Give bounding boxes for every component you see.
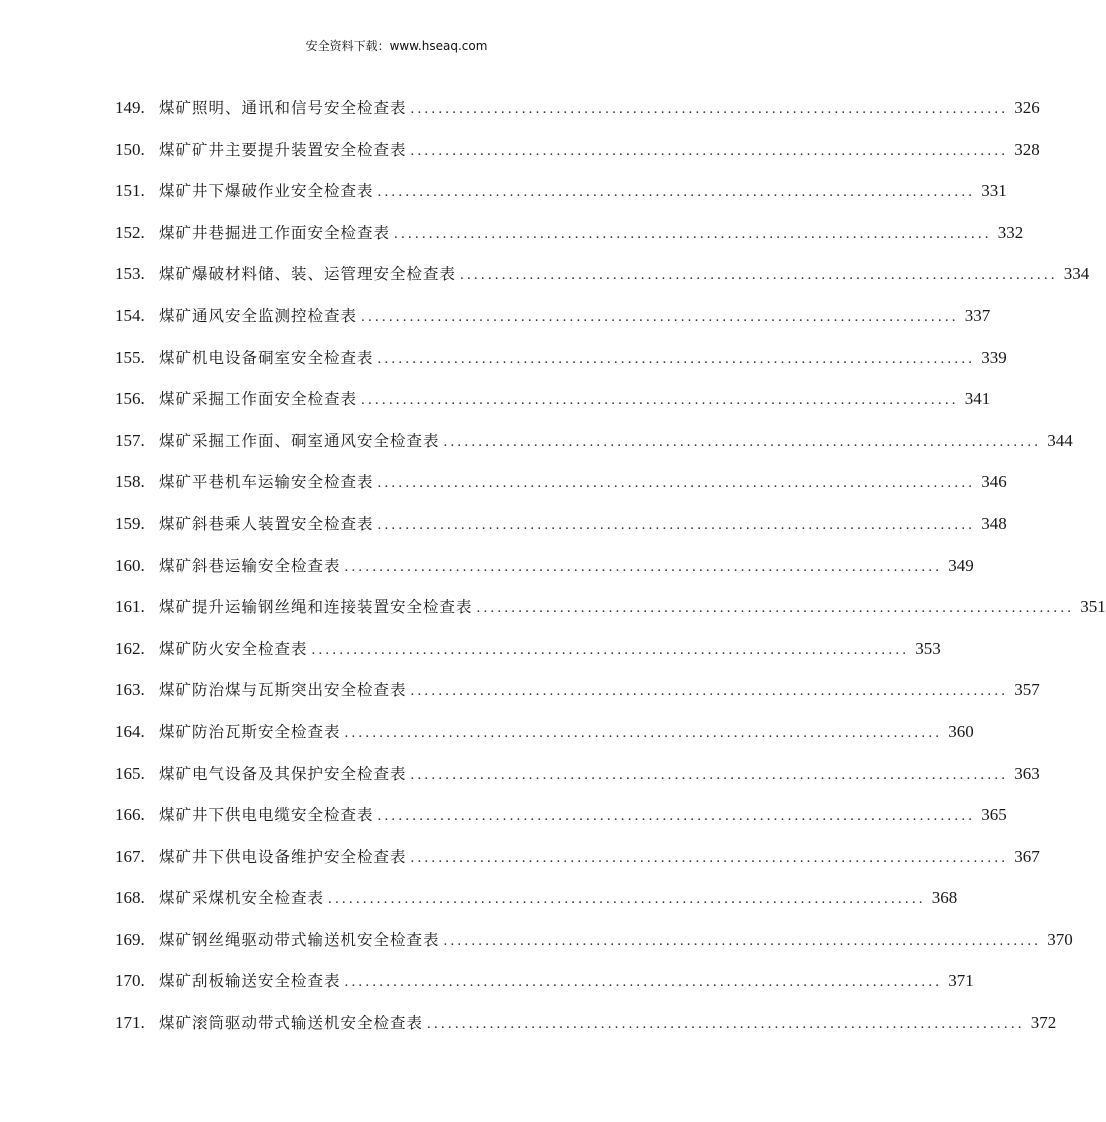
toc-entry-number: 171. bbox=[115, 1013, 145, 1033]
toc-entry[interactable] bbox=[115, 132, 1040, 174]
toc-entry-page: 349 bbox=[948, 555, 974, 575]
toc-entry-title: 煤矿防治煤与瓦斯突出安全检查表 bbox=[159, 681, 407, 700]
toc-dot-leader: ...................................................................................... bbox=[311, 641, 910, 658]
toc-entry-number: 155. bbox=[115, 347, 145, 367]
toc-dot-leader: ...................................................................................... bbox=[377, 475, 976, 492]
toc-entry[interactable] bbox=[115, 90, 1040, 132]
toc-dot-leader: ...................................................................................... bbox=[394, 225, 992, 242]
toc-dot-leader: ...................................................................................... bbox=[361, 392, 959, 409]
toc-entry[interactable] bbox=[115, 256, 1090, 298]
toc-entry-page: 370 bbox=[1047, 929, 1073, 949]
toc-entry-number: 157. bbox=[115, 430, 145, 450]
toc-entry-number: 150. bbox=[115, 139, 145, 159]
toc-entry-title: 煤矿机电设备硐室安全检查表 bbox=[159, 348, 374, 367]
toc-entry-page: 365 bbox=[981, 805, 1007, 825]
toc-entry-page: 346 bbox=[981, 472, 1007, 492]
toc-entry-number: 160. bbox=[115, 555, 145, 575]
toc-dot-leader: ...................................................................................... bbox=[460, 267, 1058, 284]
table-of-contents bbox=[115, 90, 1106, 1047]
page-header: 安全资料下载：www.hseaq.com bbox=[305, 39, 488, 53]
toc-entry-page: 363 bbox=[1014, 763, 1040, 783]
toc-entry[interactable] bbox=[115, 714, 974, 756]
toc-entry-number: 162. bbox=[115, 638, 145, 658]
toc-entry-title: 煤矿斜巷乘人装置安全检查表 bbox=[159, 514, 374, 533]
toc-entry[interactable] bbox=[115, 589, 1106, 631]
toc-entry-number: 166. bbox=[115, 805, 145, 825]
toc-entry-page: 332 bbox=[997, 222, 1024, 242]
toc-entry-number: 151. bbox=[115, 181, 145, 201]
toc-entry[interactable] bbox=[115, 173, 1007, 215]
toc-entry-title: 煤矿爆破材料储、装、运管理安全检查表 bbox=[159, 265, 457, 284]
toc-entry-title: 煤矿采掘工作面安全检查表 bbox=[159, 390, 358, 409]
toc-entry-number: 149. bbox=[115, 98, 145, 117]
toc-dot-leader: ...................................................................................... bbox=[361, 308, 959, 325]
toc-entry-title: 煤矿采掘工作面、硐室通风安全检查表 bbox=[159, 431, 440, 450]
toc-dot-leader: ...................................................................................... bbox=[377, 808, 976, 825]
toc-dot-leader: ...................................................................................... bbox=[377, 184, 976, 201]
toc-entry[interactable] bbox=[115, 880, 958, 922]
toc-entry-page: 337 bbox=[964, 305, 991, 325]
toc-entry-title: 煤矿防治瓦斯安全检查表 bbox=[159, 722, 341, 741]
toc-entry-page: 331 bbox=[981, 181, 1007, 201]
toc-dot-leader: ...................................................................................... bbox=[443, 433, 1042, 450]
toc-entry[interactable] bbox=[115, 464, 1007, 506]
toc-entry[interactable] bbox=[115, 423, 1073, 465]
toc-entry-title: 煤矿电气设备及其保护安全检查表 bbox=[159, 764, 407, 783]
toc-entry-page: 351 bbox=[1080, 597, 1106, 617]
toc-entry[interactable] bbox=[115, 839, 1040, 881]
toc-entry-page: 360 bbox=[948, 721, 974, 741]
toc-entry-title: 煤矿矿井主要提升装置安全检查表 bbox=[159, 140, 407, 159]
toc-entry-page: 334 bbox=[1063, 264, 1090, 284]
toc-entry[interactable] bbox=[115, 1005, 1057, 1047]
toc-entry-number: 163. bbox=[115, 680, 145, 700]
toc-dot-leader: ...................................................................................... bbox=[328, 891, 926, 908]
toc-entry[interactable] bbox=[115, 215, 1024, 257]
toc-entry-number: 153. bbox=[115, 264, 145, 284]
toc-entry-number: 164. bbox=[115, 721, 145, 741]
toc-dot-leader: ...................................................................................... bbox=[410, 683, 1009, 700]
toc-entry[interactable] bbox=[115, 797, 1007, 839]
toc-entry[interactable] bbox=[115, 381, 991, 423]
toc-entry-page: 341 bbox=[964, 389, 991, 409]
toc-entry-page: 372 bbox=[1030, 1013, 1057, 1033]
toc-dot-leader: ...................................................................................... bbox=[377, 350, 976, 367]
toc-entry-page: 326 bbox=[1014, 98, 1040, 117]
toc-entry-page: 368 bbox=[931, 888, 958, 908]
toc-dot-leader: ...................................................................................... bbox=[344, 558, 943, 575]
toc-entry-number: 154. bbox=[115, 305, 145, 325]
toc-dot-leader: ...................................................................................... bbox=[443, 932, 1042, 949]
toc-entry-number: 159. bbox=[115, 513, 145, 533]
toc-entry-title: 煤矿井巷掘进工作面安全检查表 bbox=[159, 223, 391, 242]
toc-entry-number: 169. bbox=[115, 929, 145, 949]
toc-entry-page: 353 bbox=[915, 638, 941, 658]
toc-entry-number: 165. bbox=[115, 763, 145, 783]
toc-entry-page: 344 bbox=[1047, 430, 1073, 450]
toc-entry-number: 168. bbox=[115, 888, 145, 908]
toc-entry-title: 煤矿采煤机安全检查表 bbox=[159, 889, 325, 908]
toc-entry-title: 煤矿提升运输钢丝绳和连接装置安全检查表 bbox=[159, 598, 473, 617]
toc-dot-leader: ...................................................................................... bbox=[427, 1016, 1025, 1033]
toc-dot-leader: ...................................................................................... bbox=[377, 516, 976, 533]
toc-entry-page: 371 bbox=[948, 971, 974, 991]
toc-entry-title: 煤矿防火安全检查表 bbox=[159, 639, 308, 658]
toc-entry[interactable] bbox=[115, 340, 1007, 382]
toc-entry-number: 156. bbox=[115, 389, 145, 409]
toc-entry-page: 348 bbox=[981, 513, 1007, 533]
toc-entry-number: 158. bbox=[115, 472, 145, 492]
toc-entry[interactable] bbox=[115, 672, 1040, 714]
toc-dot-leader: ...................................................................................... bbox=[344, 974, 943, 991]
toc-entry[interactable] bbox=[115, 963, 974, 1005]
toc-entry[interactable] bbox=[115, 298, 991, 340]
toc-entry-title: 煤矿刮板输送安全检查表 bbox=[159, 972, 341, 991]
toc-entry-title: 煤矿井下爆破作业安全检查表 bbox=[159, 182, 374, 201]
toc-entry-title: 煤矿斜巷运输安全检查表 bbox=[159, 556, 341, 575]
toc-dot-leader: ...................................................................................... bbox=[344, 724, 943, 741]
toc-entry-number: 152. bbox=[115, 222, 145, 242]
toc-entry-page: 339 bbox=[981, 347, 1007, 367]
toc-entry-title: 煤矿照明、通讯和信号安全检查表 bbox=[159, 99, 407, 117]
toc-dot-leader: ...................................................................................... bbox=[410, 766, 1009, 783]
toc-dot-leader: ...................................................................................... bbox=[410, 849, 1009, 866]
toc-entry-number: 170. bbox=[115, 971, 145, 991]
toc-entry[interactable] bbox=[115, 506, 1007, 548]
toc-dot-leader: ...................................................................................... bbox=[410, 101, 1009, 117]
toc-entry[interactable] bbox=[115, 922, 1073, 964]
toc-entry-title: 煤矿平巷机车运输安全检查表 bbox=[159, 473, 374, 492]
toc-entry-page: 367 bbox=[1014, 846, 1040, 866]
toc-dot-leader: ...................................................................................... bbox=[410, 142, 1009, 159]
toc-entry-number: 167. bbox=[115, 846, 145, 866]
toc-entry[interactable] bbox=[115, 548, 974, 590]
toc-entry[interactable] bbox=[115, 631, 941, 673]
toc-entry-page: 328 bbox=[1014, 139, 1040, 159]
toc-entry-page: 357 bbox=[1014, 680, 1040, 700]
toc-entry-title: 煤矿通风安全监测控检查表 bbox=[159, 306, 358, 325]
toc-entry-title: 煤矿井下供电电缆安全检查表 bbox=[159, 806, 374, 825]
toc-entry-title: 煤矿钢丝绳驱动带式输送机安全检查表 bbox=[159, 930, 440, 949]
toc-entry[interactable] bbox=[115, 756, 1040, 798]
toc-entry-title: 煤矿滚筒驱动带式输送机安全检查表 bbox=[159, 1014, 424, 1033]
toc-dot-leader: ...................................................................................... bbox=[476, 600, 1075, 617]
toc-entry-title: 煤矿井下供电设备维护安全检查表 bbox=[159, 847, 407, 866]
toc-entry-number: 161. bbox=[115, 597, 145, 617]
